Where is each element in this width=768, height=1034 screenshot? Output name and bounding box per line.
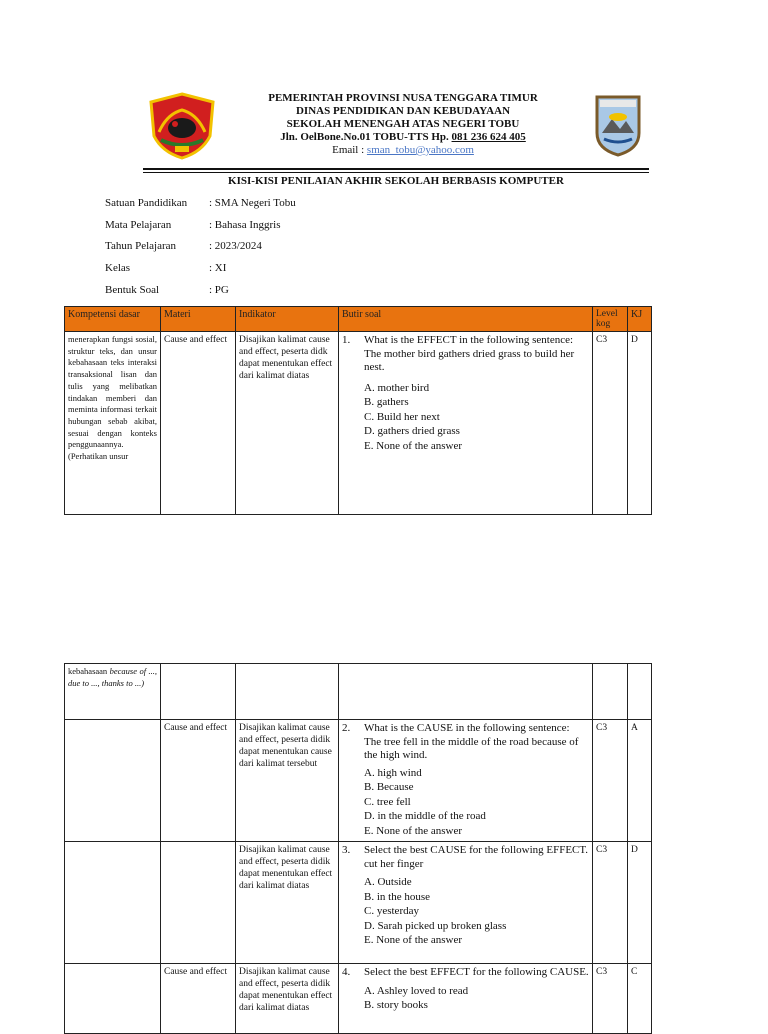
- butir-cell: [339, 720, 593, 842]
- question-text: Select the best EFFECT for the following CAUSE.: [364, 966, 589, 978]
- option-a: A. high wind: [364, 766, 422, 779]
- kd-cont-italic: because of ..., due to ..., thanks to ...): [68, 666, 157, 688]
- kj-cell: C: [628, 964, 652, 1034]
- kisi-table-page1: [64, 306, 652, 515]
- option-e: E. None of the answer: [364, 824, 463, 837]
- butir-cell: [339, 964, 593, 1034]
- level-cell: C3: [593, 842, 628, 964]
- materi-cell: Cause and effect: [161, 332, 236, 515]
- email-link[interactable]: sman_tobu@yahoo.com: [366, 144, 474, 156]
- question-text: What is the EFFECT in the following sentence: The mother bird gathers dried grass to build her nest.: [364, 334, 575, 373]
- table-row: [65, 964, 652, 1034]
- level-cell: C3: [593, 332, 628, 515]
- materi-cell: [161, 842, 236, 964]
- kd-text-continued: [68, 666, 157, 689]
- option-e: E. None of the answer: [364, 439, 463, 452]
- option-d: D. gathers dried grass: [364, 425, 460, 437]
- phone-number: 081 236 624 405: [451, 131, 526, 143]
- option-a: A. mother bird: [364, 381, 430, 394]
- kj-cell: D: [628, 842, 652, 964]
- level-cell: C3: [593, 720, 628, 842]
- materi-cell: Cause and effect: [161, 720, 236, 842]
- kj-cell: A: [628, 720, 652, 842]
- options-list: [364, 875, 589, 948]
- option-b: B. story books: [364, 999, 428, 1011]
- indikator-cell: Disajikan kalimat cause and effect, peserta didk dapat menentukan effect dari kalimat diatas: [236, 332, 339, 515]
- meta-label-satuan: Satuan Pandidikan: [105, 197, 188, 209]
- options-list: [364, 381, 589, 454]
- header-line-school: SEKOLAH MENENGAH ATAS NEGERI TOBU: [286, 118, 520, 130]
- question-number: 2.: [342, 722, 351, 734]
- option-b: B. Because: [364, 781, 414, 793]
- indikator-cell: Disajikan kalimat cause and effect, peserta didik dapat menentukan cause dari kalimat tersebut: [236, 720, 339, 842]
- table-row: [65, 332, 652, 515]
- meta-label-tahun: Tahun Pelajaran: [105, 240, 177, 252]
- col-header-indikator: Indikator: [236, 307, 339, 332]
- butir-cell: [339, 842, 593, 964]
- level-cell: C3: [593, 964, 628, 1034]
- col-header-level: Level kog: [593, 307, 628, 332]
- meta-value-satuan: : SMA Negeri Tobu: [209, 197, 296, 209]
- question-number: 4.: [342, 966, 351, 978]
- option-a: A. Outside: [364, 876, 412, 888]
- table-row: [65, 720, 652, 842]
- meta-value-mapel: : Bahasa Inggris: [209, 219, 281, 231]
- kd-text: menerapkan fungsi sosial, struktur teks, dan unsur kebahasaan teks interaksi transaksional lisan dan tulis yang melibatkan tindakan memberi dan meminta informasi terkait hubungan sebab akibat, sesuai dengan konteks penggunaannya. (Perhatikan unsur: [68, 334, 157, 462]
- right-school-logo: [594, 93, 642, 157]
- kisi-table-page2: [64, 663, 652, 1034]
- meta-value-tahun: : 2023/2024: [209, 240, 262, 252]
- indikator-cell: Disajikan kalimat cause and effect, peserta didik dapat menentukan effect dari kalimat diatas: [236, 964, 339, 1034]
- option-d: D. in the middle of the road: [364, 810, 486, 822]
- option-a: A. Ashley loved to read: [364, 984, 469, 997]
- question-text: Select the best CAUSE for the following EFFECT.: [364, 844, 589, 856]
- kd-cont-prefix: kebahasaan: [68, 666, 110, 676]
- document-title: KISI-KISI PENILAIAN AKHIR SEKOLAH BERBASIS KOMPUTER: [228, 175, 564, 187]
- table-header-row: [65, 307, 652, 332]
- materi-cell: Cause and effect: [161, 964, 236, 1034]
- left-emblem-logo: [147, 92, 217, 160]
- meta-value-bentuk: : PG: [209, 284, 229, 296]
- kj-cell: D: [628, 332, 652, 515]
- header-rule-thin: [143, 172, 649, 173]
- email-label: Email :: [332, 144, 367, 156]
- question-extra: cut her finger: [364, 857, 424, 870]
- option-b: B. gathers: [364, 396, 409, 408]
- option-c: C. yesterday: [364, 905, 419, 917]
- option-c: C. Build her next: [364, 410, 440, 423]
- meta-value-kelas: : XI: [209, 262, 227, 274]
- option-e: E. None of the answer: [364, 934, 463, 946]
- question-number: 1.: [342, 334, 351, 346]
- header-line-province: PEMERINTAH PROVINSI NUSA TENGGARA TIMUR: [268, 92, 538, 104]
- address-text: Jln. OelBone.No.01 TOBU-TTS Hp.: [280, 131, 452, 143]
- col-header-butir: Butir soal: [339, 307, 593, 332]
- option-c: C. tree fell: [364, 795, 411, 808]
- option-d: D. Sarah picked up broken glass: [364, 919, 507, 932]
- header-line-office: DINAS PENDIDIKAN DAN KEBUDAYAAN: [295, 105, 511, 117]
- meta-label-mapel: Mata Pelajaran: [105, 219, 172, 231]
- col-header-kj: KJ: [628, 307, 652, 332]
- meta-label-bentuk: Bentuk Soal: [105, 284, 160, 296]
- header-rule-thick: [143, 168, 649, 170]
- header-email: [230, 144, 576, 157]
- table-row: [65, 842, 652, 964]
- meta-label-kelas: Kelas: [105, 262, 131, 274]
- options-list: [364, 984, 589, 1013]
- indikator-cell: Disajikan kalimat cause and effect, peserta didik dapat menentukan effect dari kalimat diatas: [236, 842, 339, 964]
- options-list: [364, 766, 589, 839]
- table-row: [65, 664, 652, 720]
- question-number: 3.: [342, 844, 351, 856]
- col-header-materi: Materi: [161, 307, 236, 332]
- col-header-kd: Kompetensi dasar: [65, 307, 161, 332]
- question-text: What is the CAUSE in the following sentence: The tree fell in the middle of the road because of the high wind.: [364, 722, 579, 761]
- butir-cell: [339, 332, 593, 515]
- header-address: [230, 131, 576, 144]
- option-b: B. in the house: [364, 890, 430, 903]
